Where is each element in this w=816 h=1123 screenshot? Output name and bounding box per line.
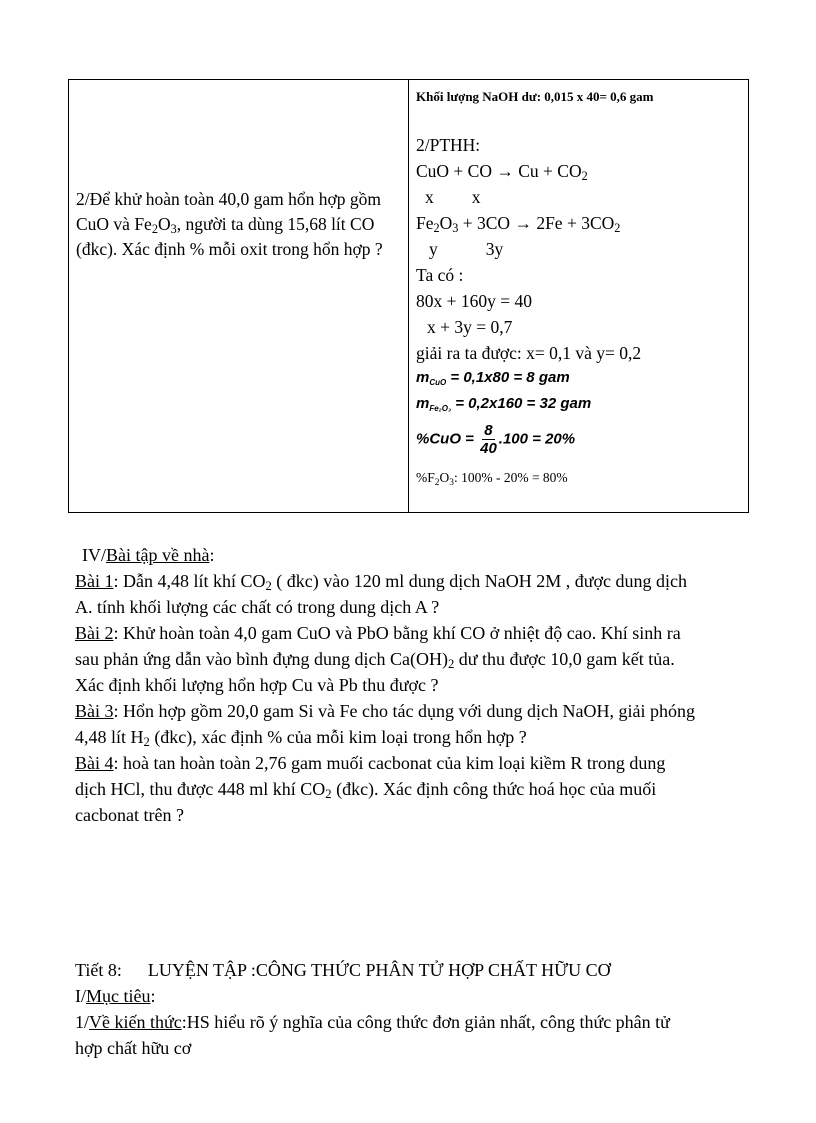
mass-cuo: $m_{CuO} = 0,1x80 = 8$ gam xyxy=(416,369,570,387)
equation-2: $Fe_2O_3 + 3CO \to 2Fe + 3CO_2$ xyxy=(416,213,621,235)
fraction: $\frac{8}{40}$ xyxy=(480,422,497,457)
naoh-excess-line: Khối lượng NaOH dư: 0,015 x 40= 0,6 gam xyxy=(416,89,654,104)
homework-heading: IV/Bài tập về nhà: xyxy=(82,545,215,565)
question-cell xyxy=(69,80,409,513)
knowledge-objective: 1/Về kiến thức:HS hiểu rõ ý nghĩa của công thức đơn giản nhất, công thức phân tử hợp chất hữu cơ xyxy=(75,1012,670,1058)
system-equation-2: x + 3y = 0,7 xyxy=(427,317,513,337)
equation-2-moles: y 3y xyxy=(429,239,504,259)
exercise-4: Bài 4: hoà tan hoàn toàn 2,76 gam muối cacbonat của kim loại kiềm R trong dung dịch HCl, thu được 448 ml khí $CO_2$ (đkc). Xác định công thức hoá học của muối cacbonat trên ? xyxy=(75,753,666,825)
answer-cell xyxy=(409,80,749,513)
mass-fe2o3: $m_{Fe_2O_3} = 0,2x160 = 32$ gam xyxy=(416,395,592,413)
exercise-2: Bài 2: Khử hoàn toàn 4,0 gam CuO và PbO bằng khí CO ở nhiệt độ cao. Khí sinh ra sau phản ứng dẫn vào bình đựng dung dịch $Ca(OH)_2$ dư thu được 10,0 gam kết tủa. Xác định khối lượng hổn hợp Cu và Pb thu được ? xyxy=(75,623,681,695)
system-equation-1: 80x + 160y = 40 xyxy=(416,291,532,311)
lesson-title-line xyxy=(75,957,755,983)
pthh-heading: 2/PTHH: xyxy=(416,135,481,155)
lesson-number: Tiết 8: xyxy=(75,960,122,980)
exercise-1: Bài 1: Dẫn 4,48 lít khí $CO_2$ ( đkc) vào 120 ml dung dịch NaOH 2M , được dung dịch A. tính khối lượng các chất có trong dung dịch A ? xyxy=(75,571,688,617)
percent-fe2o3: $\%F_2O_3$: 100% - 20% = 80% xyxy=(416,470,568,488)
objectives-heading: I/Mục tiêu: xyxy=(75,986,156,1006)
question-text: 2/Để khử hoàn toàn 40,0 gam hổn hợp gồm CuO và $Fe_2O_3$, người ta dùng 15,68 lít CO (đkc). Xác định % mỗi oxit trong hổn hợp ? xyxy=(76,189,383,259)
equation-1-moles: x x xyxy=(425,187,481,207)
solution-line: giải ra ta được: x= 0,1 và y= 0,2 xyxy=(416,343,642,363)
exercise-table xyxy=(68,79,749,513)
exercise-3: Bài 3: Hổn hợp gồm 20,0 gam Si và Fe cho tác dụng với dung dịch NaOH, giải phóng 4,48 lít $H_2$ (đkc), xác định % của mỗi kim loại trong hổn hợp ? xyxy=(75,701,695,749)
percent-cuo: %CuO = $\frac{8}{40}$ .100 = 20% xyxy=(416,422,576,457)
taco-line: Ta có : xyxy=(416,265,464,285)
equation-1: CuO + CO → $Cu + CO_2$ xyxy=(416,161,588,183)
lesson-title: LUYỆN TẬP :CÔNG THỨC PHÂN TỬ HỢP CHẤT HỮU CƠ xyxy=(147,960,611,980)
